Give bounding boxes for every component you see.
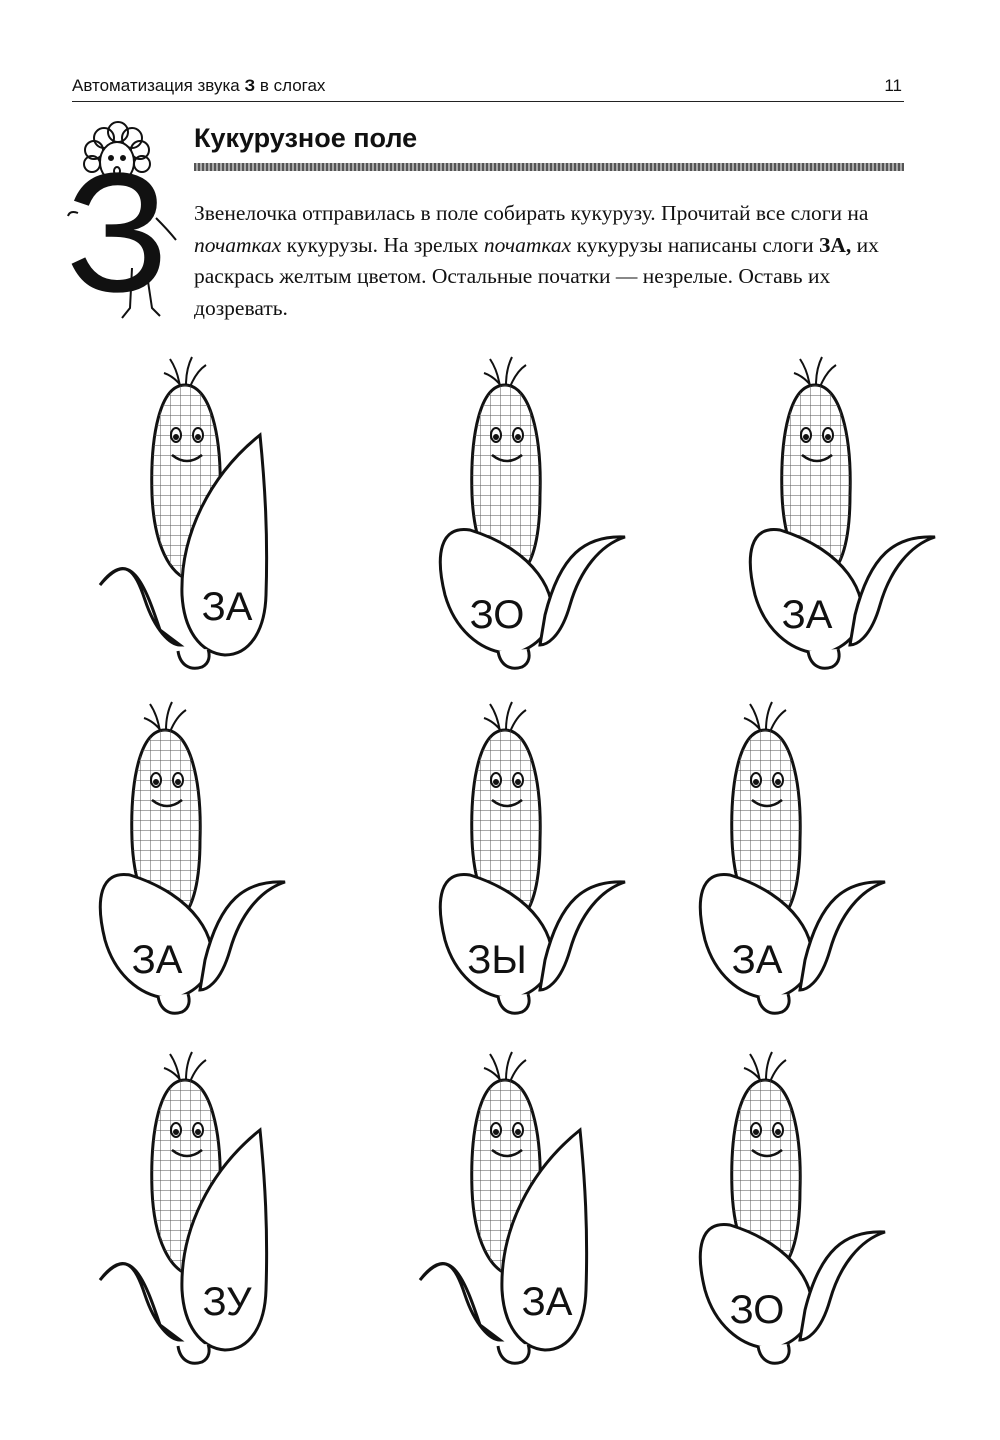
cob-syllable: ЗО (729, 1288, 785, 1332)
corn-cob[interactable] (720, 355, 950, 665)
corn-cob[interactable] (70, 700, 300, 1010)
corn-cob[interactable] (670, 1050, 900, 1360)
cob-syllable: ЗА (521, 1280, 573, 1324)
exercise-instruction: Звенелочка отправилась в поле собирать кукурузу. Прочитай все слоги на початках кукурузы. На зрелых початках кукурузы написаны слоги ЗА, их раскрась желтым цветом. Остальные початки — незрелые. Оставь их дозревать. (194, 201, 879, 320)
cob-syllable: ЗЫ (467, 938, 527, 982)
cob-syllable: ЗО (469, 593, 525, 637)
corn-cob[interactable] (670, 700, 900, 1010)
cob-syllable: ЗА (781, 593, 833, 637)
page-number: 11 (884, 76, 902, 95)
cob-syllable: ЗА (731, 938, 783, 982)
corn-cob[interactable] (410, 1050, 640, 1360)
corn-cob[interactable] (90, 1050, 320, 1360)
exercise-title: Кукурузное поле (194, 123, 418, 153)
corn-cob[interactable] (90, 355, 320, 665)
running-head-title: Автоматизация звука З в слогах (72, 76, 326, 95)
cob-syllable: ЗА (131, 938, 183, 982)
corn-cob[interactable] (410, 700, 640, 1010)
sound-letter: З (66, 138, 169, 328)
cob-syllable: ЗУ (202, 1280, 252, 1324)
cob-syllable: ЗА (201, 585, 253, 629)
corn-cob[interactable] (410, 355, 640, 665)
